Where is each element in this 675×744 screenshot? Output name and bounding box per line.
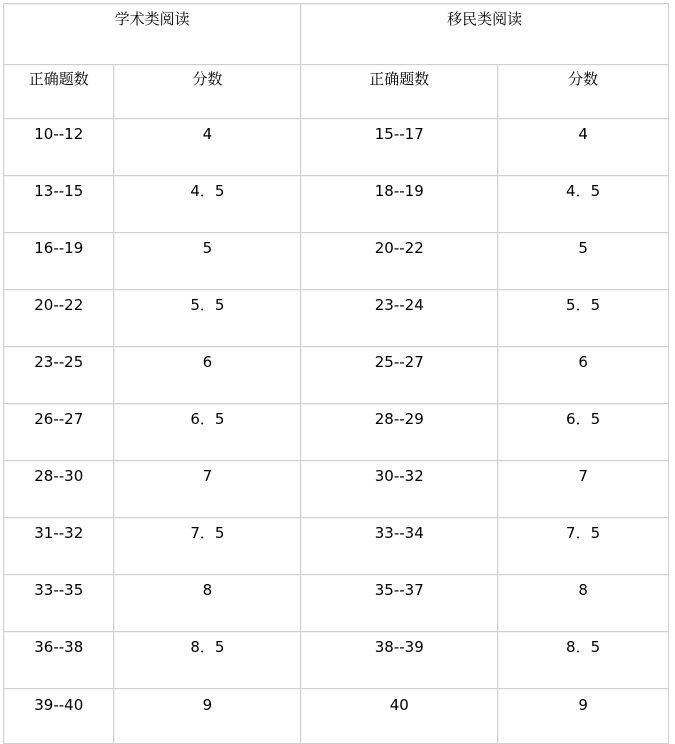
academic-correct-count-cell: 31--32 [4, 518, 114, 575]
score-conversion-table [3, 3, 669, 744]
academic-correct-count-cell: 26--27 [4, 404, 114, 461]
table-row [4, 632, 669, 689]
academic-score-cell: 5 [114, 233, 301, 290]
academic-score-cell: 4 [114, 119, 301, 176]
general-correct-count-cell: 23--24 [301, 290, 498, 347]
table-row [4, 290, 669, 347]
academic-score-cell: 6．5 [114, 404, 301, 461]
academic-score-cell: 9 [114, 689, 301, 744]
table-row [4, 575, 669, 632]
general-score-cell: 5．5 [498, 290, 669, 347]
general-correct-count-cell: 33--34 [301, 518, 498, 575]
general-score-cell: 6．5 [498, 404, 669, 461]
general-reading-header: 移民类阅读 [301, 4, 669, 65]
academic-correct-count-cell: 39--40 [4, 689, 114, 744]
general-score-cell: 8．5 [498, 632, 669, 689]
academic-correct-count-cell: 23--25 [4, 347, 114, 404]
general-correct-count-cell: 28--29 [301, 404, 498, 461]
academic-correct-count-cell: 16--19 [4, 233, 114, 290]
academic-score-cell: 8．5 [114, 632, 301, 689]
academic-score-cell: 7 [114, 461, 301, 518]
table-row [4, 347, 669, 404]
general-score-cell: 7 [498, 461, 669, 518]
academic-correct-count-header: 正确题数 [4, 65, 114, 119]
general-score-cell: 8 [498, 575, 669, 632]
group-header-row [4, 4, 669, 65]
table-row [4, 119, 669, 176]
academic-correct-count-cell: 20--22 [4, 290, 114, 347]
academic-score-cell: 7．5 [114, 518, 301, 575]
academic-score-cell: 6 [114, 347, 301, 404]
general-correct-count-header: 正确题数 [301, 65, 498, 119]
general-score-cell: 4 [498, 119, 669, 176]
table-row [4, 689, 669, 744]
general-correct-count-cell: 25--27 [301, 347, 498, 404]
general-score-cell: 9 [498, 689, 669, 744]
academic-score-cell: 8 [114, 575, 301, 632]
academic-correct-count-cell: 13--15 [4, 176, 114, 233]
academic-correct-count-cell: 36--38 [4, 632, 114, 689]
academic-correct-count-cell: 33--35 [4, 575, 114, 632]
academic-score-header: 分数 [114, 65, 301, 119]
general-correct-count-cell: 40 [301, 689, 498, 744]
general-score-cell: 5 [498, 233, 669, 290]
general-correct-count-cell: 20--22 [301, 233, 498, 290]
academic-score-cell: 4．5 [114, 176, 301, 233]
academic-score-cell: 5．5 [114, 290, 301, 347]
general-correct-count-cell: 30--32 [301, 461, 498, 518]
general-score-cell: 7．5 [498, 518, 669, 575]
general-correct-count-cell: 18--19 [301, 176, 498, 233]
academic-correct-count-cell: 10--12 [4, 119, 114, 176]
general-score-header: 分数 [498, 65, 669, 119]
table-row [4, 404, 669, 461]
general-correct-count-cell: 38--39 [301, 632, 498, 689]
academic-correct-count-cell: 28--30 [4, 461, 114, 518]
academic-reading-header: 学术类阅读 [4, 4, 301, 65]
table-row [4, 461, 669, 518]
table-row [4, 518, 669, 575]
general-correct-count-cell: 35--37 [301, 575, 498, 632]
table-row [4, 176, 669, 233]
general-score-cell: 4．5 [498, 176, 669, 233]
table-body [4, 4, 669, 744]
general-correct-count-cell: 15--17 [301, 119, 498, 176]
column-header-row [4, 65, 669, 119]
general-score-cell: 6 [498, 347, 669, 404]
table-row [4, 233, 669, 290]
